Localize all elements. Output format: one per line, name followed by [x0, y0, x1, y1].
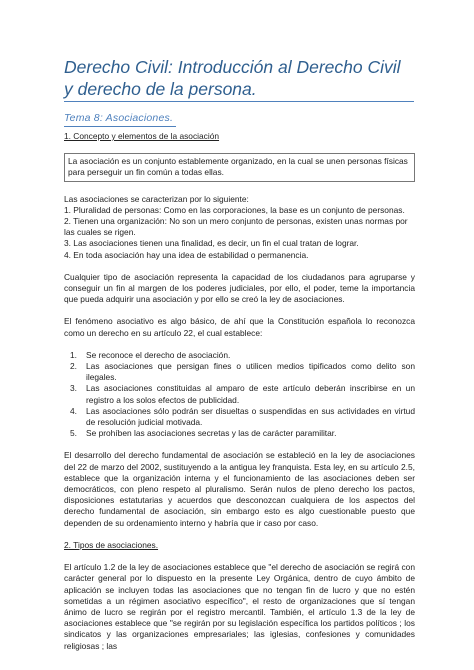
- list-item: [64, 350, 415, 361]
- document-body: [64, 131, 415, 652]
- list-number: 3.: [70, 383, 77, 394]
- list-item: [64, 406, 415, 428]
- list-item: 1. Pluralidad de personas: Como en las corporaciones, la base es un conjunto de personas.: [64, 204, 405, 215]
- list-text: Las asociaciones constituidas al amparo de este artículo deberán inscribirse en un registro a los solos efectos de publicidad.: [86, 383, 415, 405]
- paragraph-types: El artículo 1.2 de la ley de asociaciones establece que "el derecho de asociación se regirá con carácter general por lo dispuesto en la presente Ley Orgánica, dentro de cuyo ámbito de aplicación se incluyen todas las asociaciones que no tengan fin de lucro y que no estén sometidas a un régimen asociativo específico", el resto de organizaciones que sí tengan ánimo de lucro se regirán por el registro mercantil. También, el artículo 1.3 de la ley de asociaciones establece que "se regirán por su legislación específica los partidos políticos ; los sindicatos y las organizaciones empresariales; las iglesias, confesiones y comunidades religiosas ; las: [64, 562, 415, 651]
- list-text: Las asociaciones que persigan fines o utilicen medios tipificados como delito son ilegales.: [86, 361, 415, 383]
- characteristics-list: [64, 205, 415, 261]
- list-item: [64, 383, 415, 405]
- topic-subtitle: Tema 8: Asociaciones.: [64, 112, 174, 124]
- list-number: 1.: [70, 349, 77, 360]
- list-item: 4. En toda asociación hay una idea de estabilidad o permanencia.: [64, 249, 309, 260]
- list-text: Las asociaciones sólo podrán ser disueltas o suspendidas en sus actividades en virtud de resolución judicial motivada.: [86, 405, 415, 428]
- list-number: 4.: [70, 405, 77, 416]
- article22-list: [64, 350, 415, 440]
- list-number: 2.: [70, 361, 77, 372]
- list-text: Se prohíben las asociaciones secretas y las de carácter paramilitar.: [86, 428, 337, 439]
- subtitle-underline: [64, 126, 176, 127]
- characteristics-intro: Las asociaciones se caracterizan por lo siguiente:: [64, 193, 249, 204]
- section-heading-concept: 1. Concepto y elementos de la asociación: [64, 131, 220, 141]
- list-text: Se reconoce el derecho de asociación.: [86, 349, 231, 360]
- list-number: 5.: [70, 428, 77, 439]
- list-item: [64, 361, 415, 383]
- paragraph-development: El desarrollo del derecho fundamental de asociación se estableció en la ley de asociaciones del 22 de marzo del 2002, sustituyendo a la antigua ley franquista. Esta ley, en su artículo 2.5, establece que la organización interna y el funcionamiento de las asociaciones deben ser democráticos, con pleno respeto al pluralismo. Serán nulos de pleno derecho los pactos, disposiciones estatutarias y acuerdos que desconozcan cualquiera de los aspectos del derecho fundamental de asociación, sin embargo esto es algo cuestionable puesto que dependen de su ordenamiento interno y habría que ir caso por caso.: [64, 450, 415, 528]
- title-underline: [64, 101, 414, 102]
- definition-box: La asociación es un conjunto establemente organizado, en la cual se unen personas físicas para perseguir un fin común a todas ellas.: [64, 153, 415, 181]
- section-heading-types: 2. Tipos de asociaciones.: [64, 539, 159, 550]
- document-title: Derecho Civil: Introducción al Derecho Civil y derecho de la persona.: [64, 57, 401, 99]
- paragraph-constitution: El fenómeno asociativo es algo básico, de ahí que la Constitución española lo reconozca como un derecho en su artículo 22, el cual establece:: [64, 316, 415, 338]
- list-item: 2. Tienen una organización: No son un mero conjunto de personas, existen unas normas por las cuales se rigen.: [64, 216, 408, 238]
- paragraph-capacity: Cualquier tipo de asociación representa la capacidad de los ciudadanos para agruparse y conseguir un fin al margen de los poderes judiciales, por ello, el poder, teme la importancia que pueda adquirir una asociación y por ello se creó la ley de asociaciones.: [64, 271, 415, 305]
- list-item: 3. Las asociaciones tienen una finalidad, es decir, un fin el cual tratan de lograr.: [64, 238, 359, 249]
- list-item: [64, 428, 415, 439]
